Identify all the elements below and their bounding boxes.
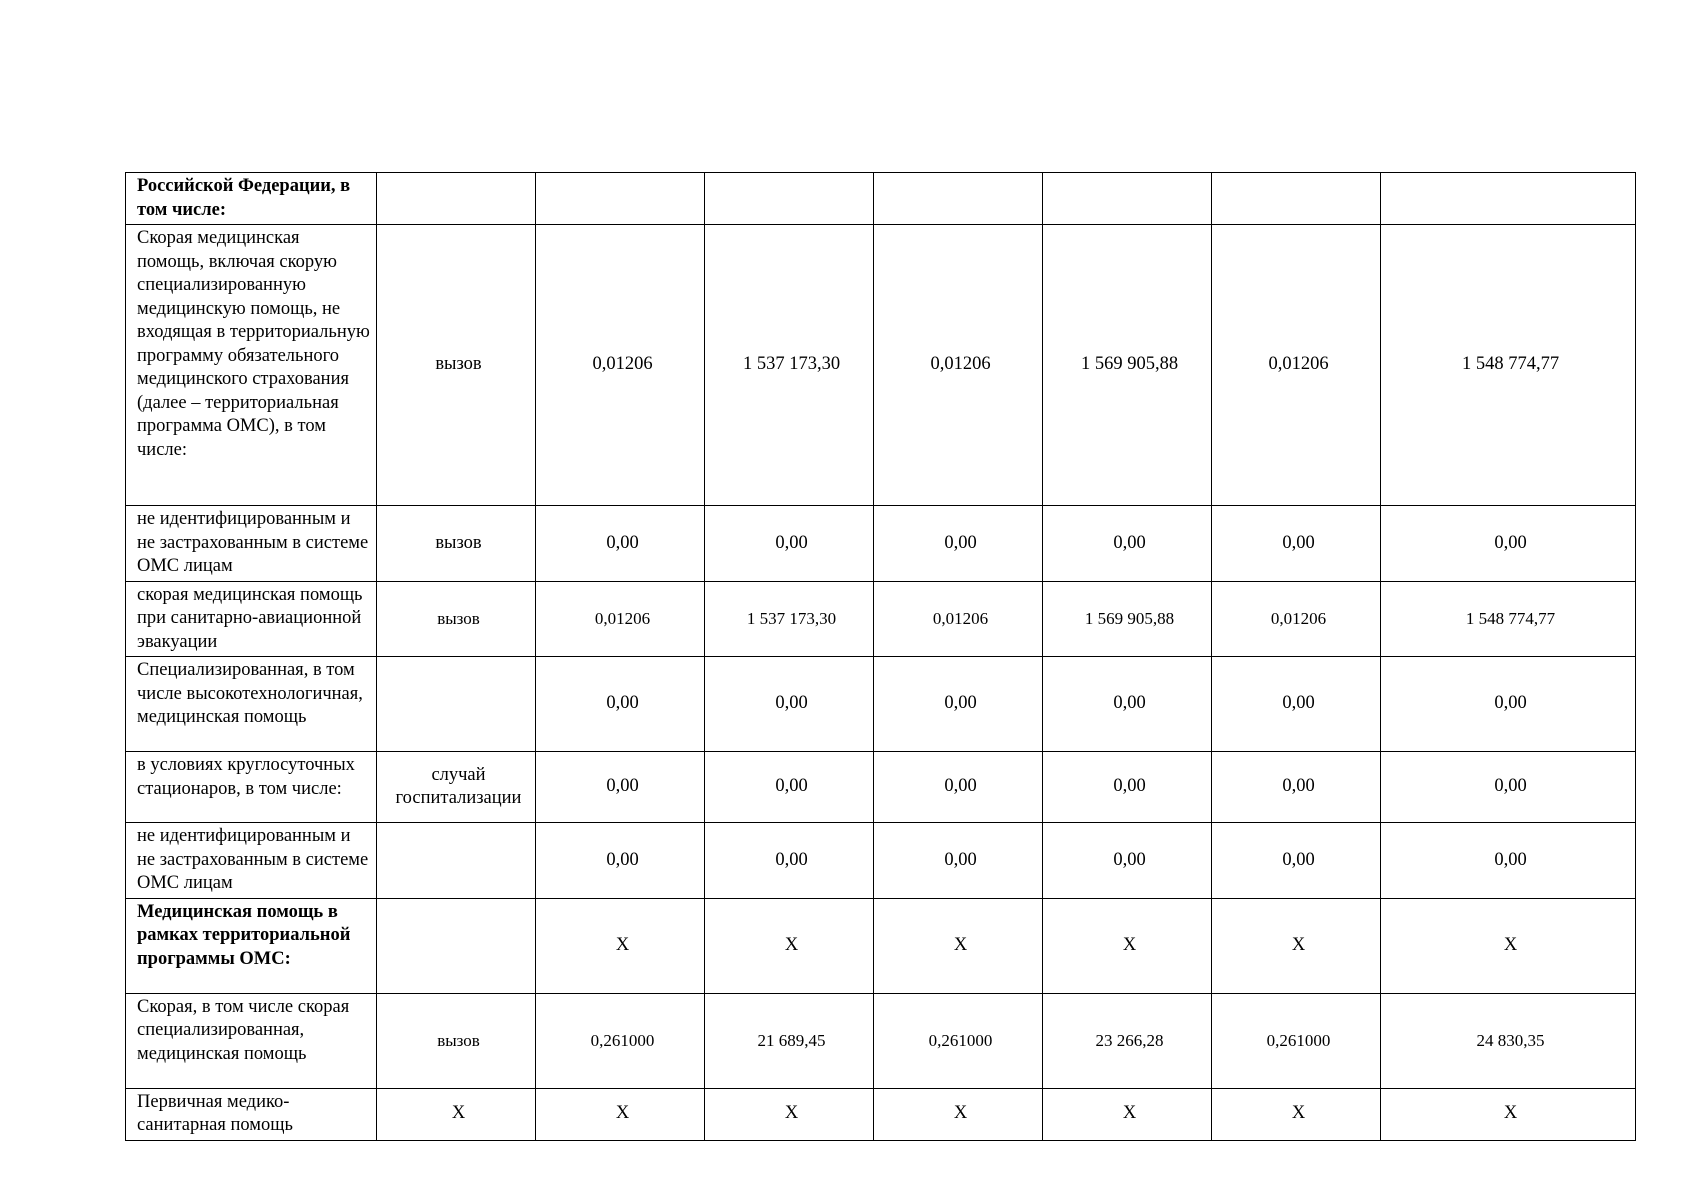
value-cell: Х (1381, 898, 1636, 993)
value-cell: 1 569 905,88 (1043, 581, 1212, 657)
unit-cell (377, 823, 536, 899)
unit-cell: Х (377, 1088, 536, 1140)
value-cell: Х (536, 1088, 705, 1140)
table-row (126, 225, 1636, 506)
value-cell: 0,00 (705, 823, 874, 899)
value-cell: 23 266,28 (1043, 993, 1212, 1088)
value-cell: Х (1043, 1088, 1212, 1140)
value-cell: 0,01206 (874, 225, 1043, 506)
value-cell: 0,00 (1212, 752, 1381, 823)
value-cell: 0,00 (1381, 752, 1636, 823)
value-cell: 0,00 (1043, 506, 1212, 582)
row-name-cell: Медицинская помощь в рамках территориальной программы ОМС: (126, 898, 377, 993)
value-cell: 0,01206 (536, 225, 705, 506)
value-cell: 24 830,35 (1381, 993, 1636, 1088)
value-cell: 0,00 (1212, 823, 1381, 899)
value-cell: 0,00 (874, 752, 1043, 823)
table-row (126, 506, 1636, 582)
value-cell: Х (1043, 898, 1212, 993)
value-cell: 0,00 (1043, 823, 1212, 899)
value-cell: 0,00 (874, 823, 1043, 899)
table-row (126, 657, 1636, 752)
value-cell: 0,261000 (536, 993, 705, 1088)
table-body (126, 173, 1636, 1141)
value-cell: 0,00 (1212, 657, 1381, 752)
unit-cell: вызов (377, 225, 536, 506)
value-cell: 1 537 173,30 (705, 225, 874, 506)
value-cell: 0,01206 (1212, 225, 1381, 506)
row-name-cell: не идентифицированным и не застрахованным в системе ОМС лицам (126, 823, 377, 899)
value-cell: 0,00 (705, 752, 874, 823)
row-name-cell: в условиях круглосуточных стационаров, в том числе: (126, 752, 377, 823)
value-cell (1212, 173, 1381, 225)
value-cell: Х (874, 1088, 1043, 1140)
value-cell: 0,01206 (1212, 581, 1381, 657)
value-cell: 0,00 (1381, 657, 1636, 752)
unit-cell (377, 657, 536, 752)
value-cell: 0,00 (874, 657, 1043, 752)
row-name-cell: скорая медицинская помощь при санитарно-авиационной эвакуации (126, 581, 377, 657)
table-row (126, 752, 1636, 823)
value-cell: 0,261000 (1212, 993, 1381, 1088)
value-cell: 1 548 774,77 (1381, 581, 1636, 657)
row-name-cell: не идентифицированным и не застрахованным в системе ОМС лицам (126, 506, 377, 582)
value-cell: 0,00 (1212, 506, 1381, 582)
value-cell (536, 173, 705, 225)
value-cell: 0,261000 (874, 993, 1043, 1088)
table-row (126, 173, 1636, 225)
value-cell: 0,00 (536, 752, 705, 823)
row-name-cell: Скорая, в том числе скорая специализированная, медицинская помощь (126, 993, 377, 1088)
value-cell: 0,00 (1381, 506, 1636, 582)
row-name-cell: Российской Федерации, в том числе: (126, 173, 377, 225)
value-cell (1043, 173, 1212, 225)
unit-cell (377, 173, 536, 225)
value-cell: 1 548 774,77 (1381, 225, 1636, 506)
value-cell: 21 689,45 (705, 993, 874, 1088)
value-cell: Х (874, 898, 1043, 993)
row-name-cell: Специализированная, в том числе высокотехнологичная, медицинская помощь (126, 657, 377, 752)
value-cell: 0,00 (874, 506, 1043, 582)
value-cell: Х (536, 898, 705, 993)
value-cell: Х (1381, 1088, 1636, 1140)
value-cell: 0,01206 (874, 581, 1043, 657)
table-row (126, 581, 1636, 657)
table-row (126, 898, 1636, 993)
unit-cell (377, 898, 536, 993)
table-row (126, 1088, 1636, 1140)
row-name-cell: Скорая медицинская помощь, включая скорую специализированную медицинскую помощь, не входящая в территориальную программу обязательного медицинского страхования (далее – территориальная программа ОМС), в том числе: (126, 225, 377, 506)
value-cell: 0,00 (1381, 823, 1636, 899)
value-cell (874, 173, 1043, 225)
value-cell: 0,00 (536, 823, 705, 899)
unit-cell: вызов (377, 993, 536, 1088)
value-cell (705, 173, 874, 225)
value-cell: 0,00 (705, 506, 874, 582)
unit-cell: вызов (377, 581, 536, 657)
value-cell: 0,00 (536, 506, 705, 582)
row-name-cell: Первичная медико-санитарная помощь (126, 1088, 377, 1140)
value-cell: 0,00 (1043, 752, 1212, 823)
value-cell: 0,00 (1043, 657, 1212, 752)
value-cell: 0,01206 (536, 581, 705, 657)
table-row (126, 993, 1636, 1088)
value-cell: 1 537 173,30 (705, 581, 874, 657)
medical-care-table (125, 172, 1636, 1141)
value-cell (1381, 173, 1636, 225)
value-cell: Х (705, 1088, 874, 1140)
unit-cell: вызов (377, 506, 536, 582)
value-cell: 0,00 (536, 657, 705, 752)
value-cell: Х (705, 898, 874, 993)
value-cell: 0,00 (705, 657, 874, 752)
value-cell: Х (1212, 898, 1381, 993)
table-row (126, 823, 1636, 899)
value-cell: Х (1212, 1088, 1381, 1140)
unit-cell: случай госпитализации (377, 752, 536, 823)
value-cell: 1 569 905,88 (1043, 225, 1212, 506)
